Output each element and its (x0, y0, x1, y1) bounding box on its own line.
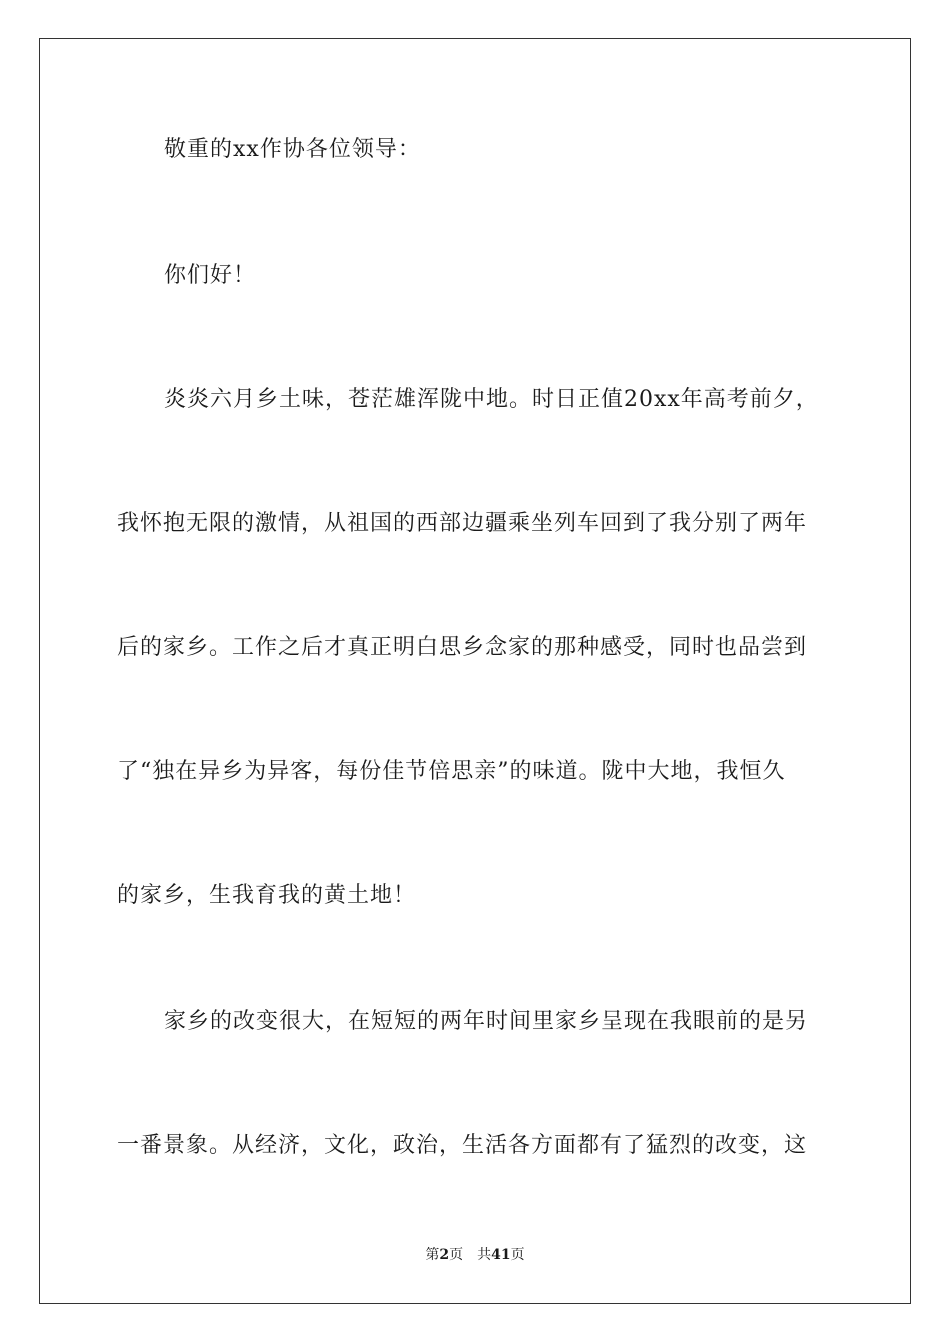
body-line: 炎炎六月乡土味，苍茫雄浑陇中地。时日正值20xx年高考前夕， (164, 387, 819, 412)
footer-total-prefix: 共 (477, 1247, 492, 1263)
body-line: 了“独在异乡为异客，每份佳节倍思亲”的味道。陇中大地，我恒久 (117, 759, 786, 784)
footer-total-suffix: 页 (510, 1247, 525, 1263)
body-line: 家乡的改变很大，在短短的两年时间里家乡呈现在我眼前的是另 (164, 1009, 809, 1034)
footer-page-suffix: 页 (449, 1247, 464, 1263)
footer-prefix: 第 (425, 1247, 440, 1263)
footer-total-pages: 41 (491, 1247, 511, 1263)
body-line: 后的家乡。工作之后才真正明白思乡念家的那种感受，同时也品尝到 (117, 635, 808, 660)
body-line: 我怀抱无限的激情，从祖国的西部边疆乘坐列车回到了我分别了两年 (117, 511, 808, 536)
body-line: 一番景象。从经济，文化，政治，生活各方面都有了猛烈的改变，这 (117, 1133, 808, 1158)
salutation-line: 敬重的xx作协各位领导： (164, 137, 421, 162)
page-border (39, 38, 911, 1304)
body-line: 的家乡，生我育我的黄土地！ (117, 883, 417, 908)
footer-page-number: 2 (439, 1247, 450, 1263)
greeting-line: 你们好！ (164, 263, 257, 288)
page-footer (0, 1246, 950, 1264)
